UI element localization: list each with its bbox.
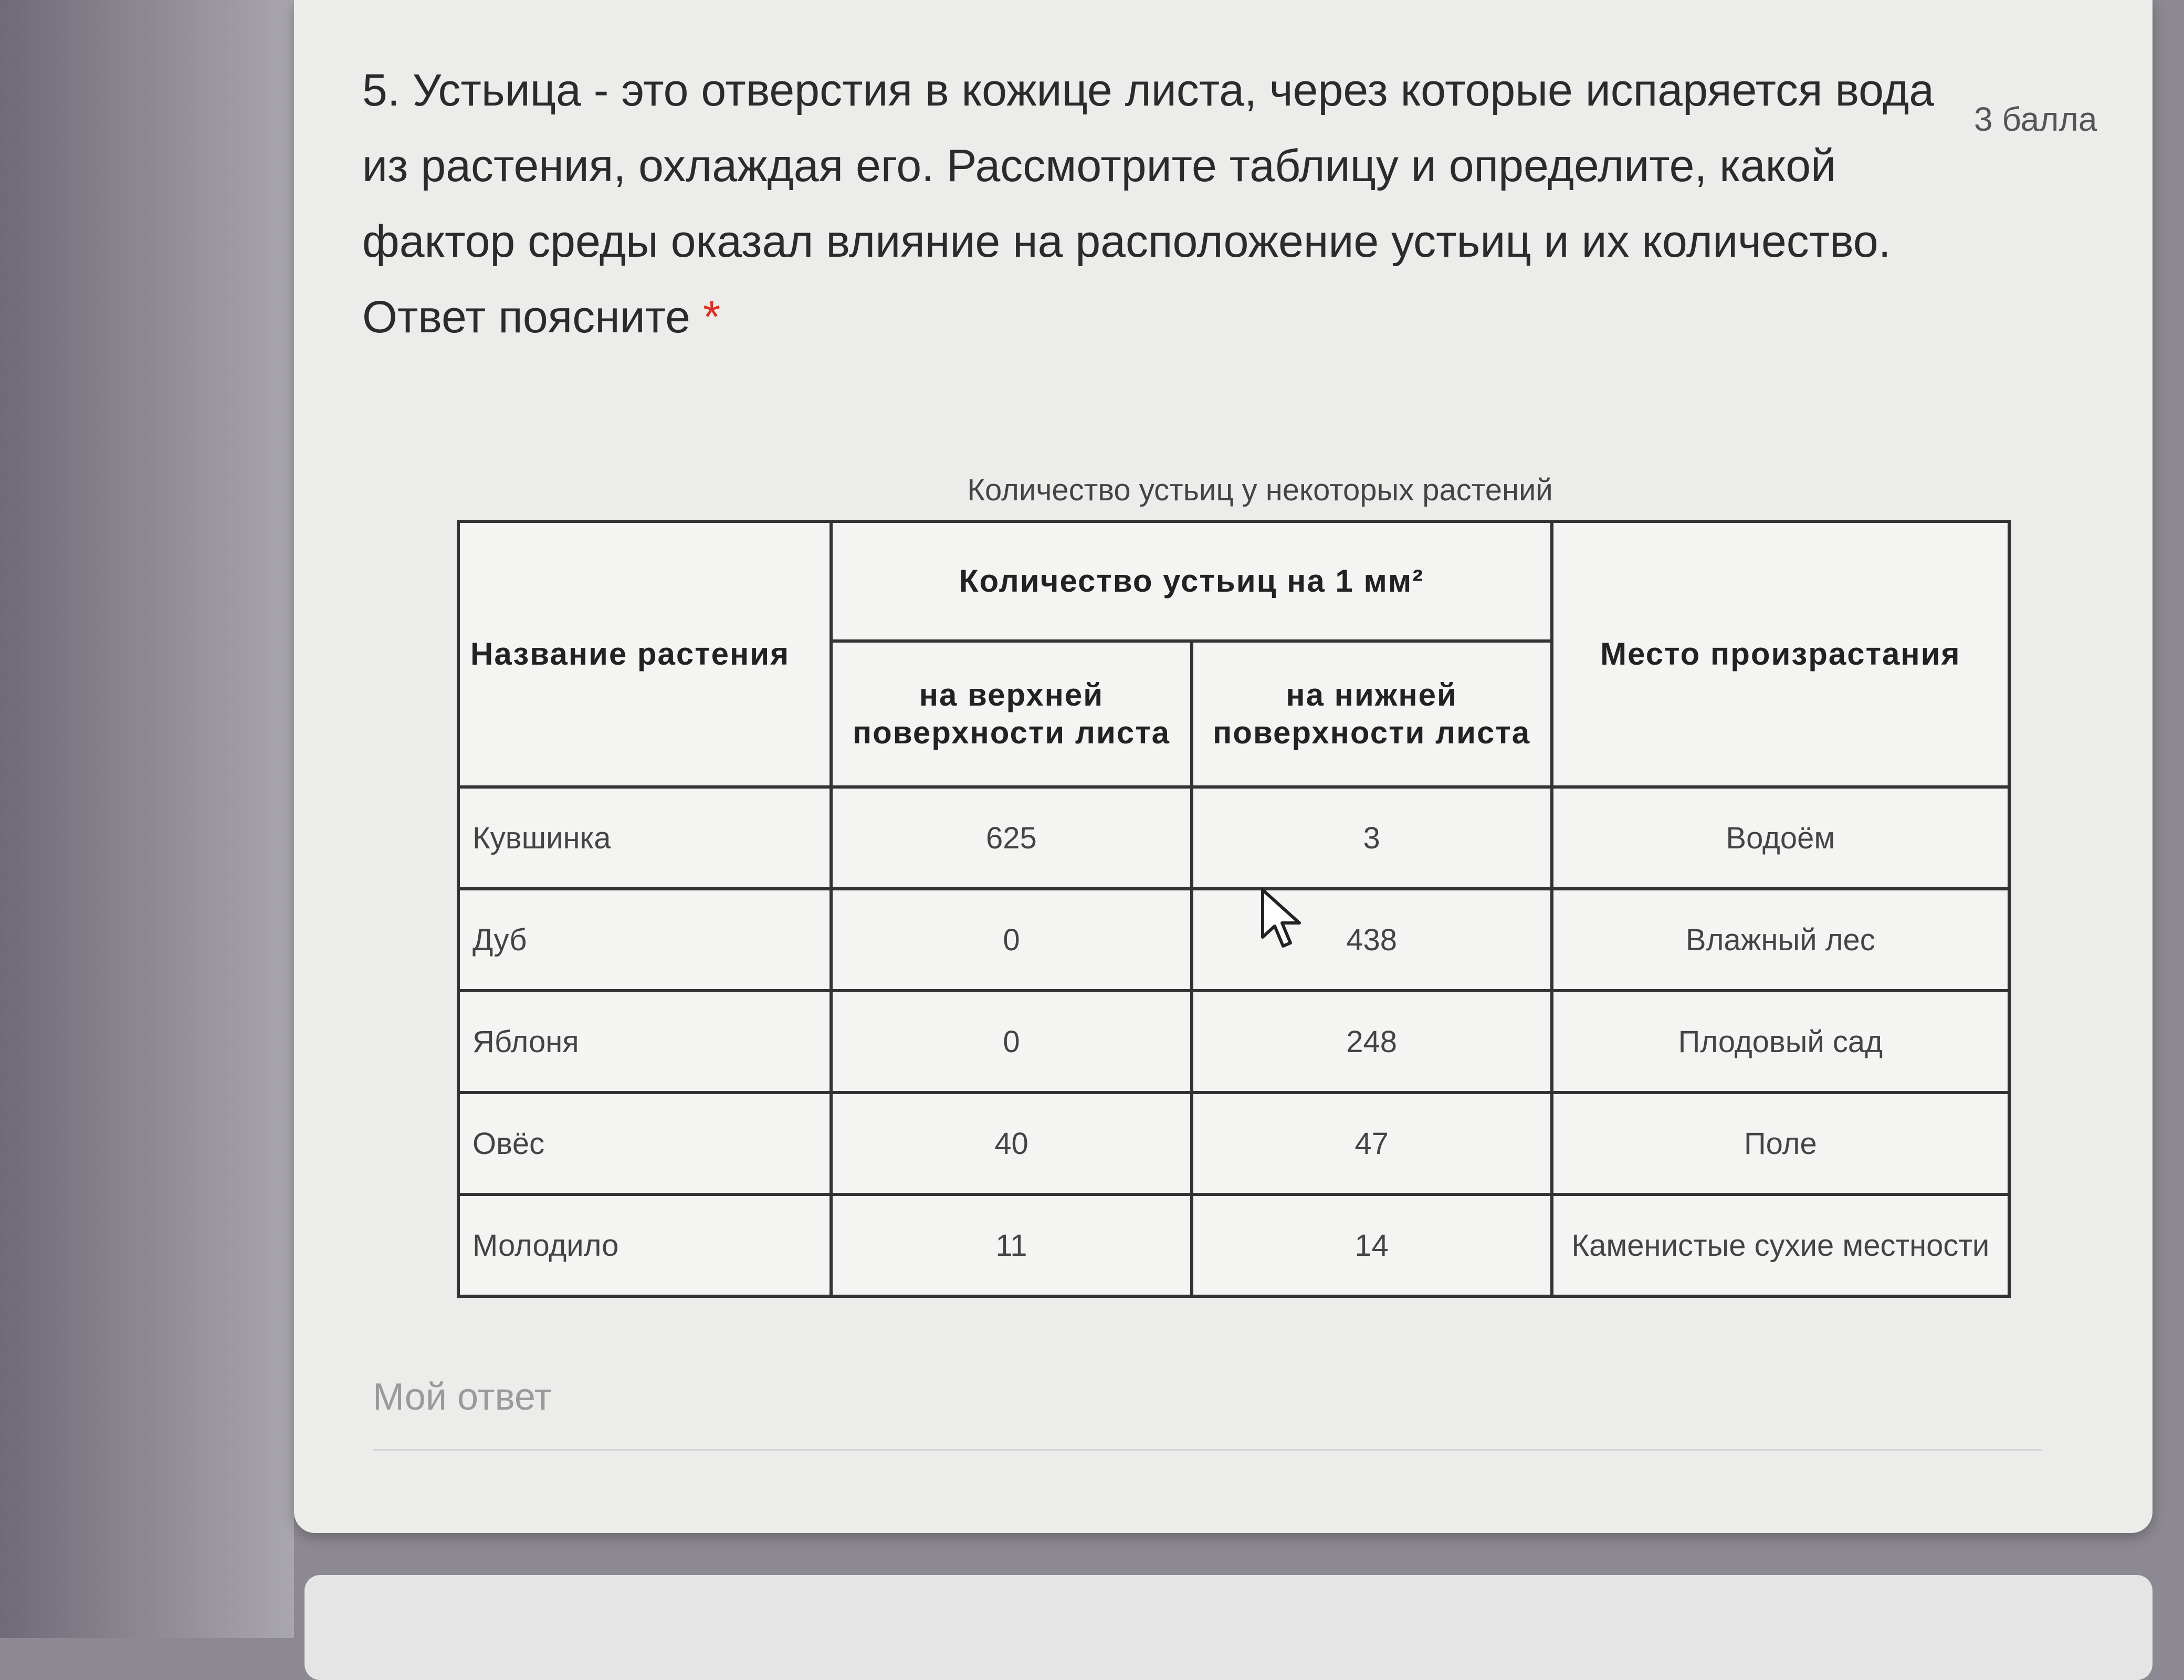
lower-count-cell: 3 (1192, 787, 1552, 889)
table-row (458, 889, 2009, 991)
place-cell: Влажный лес (1552, 889, 2009, 991)
header-stomata-count: Количество устьиц на 1 мм² (831, 521, 1551, 641)
place-cell: Каменистые сухие местности (1552, 1194, 2009, 1296)
header-growth-place: Место произрастания (1552, 521, 2009, 787)
question-text: 5. Устьица - это отверстия в кожице листа, через которые испаряется вода из растения, охлаждая его. Рассмотрите таблицу и определите, какой фактор среды оказал влияние на расположение устьиц и их количество. Ответ поясните (362, 65, 1935, 342)
plant-name-cell: Дуб (458, 889, 831, 991)
table-row (458, 1194, 2009, 1296)
plant-name-cell: Овёс (458, 1093, 831, 1194)
upper-count-cell: 0 (831, 991, 1191, 1093)
points-label: 3 балла (1974, 100, 2097, 138)
background-left-shade (0, 0, 294, 1638)
upper-count-cell: 0 (831, 889, 1191, 991)
lower-count-cell: 438 (1192, 889, 1552, 991)
table-row (458, 787, 2009, 889)
plant-name-cell: Молодило (458, 1194, 831, 1296)
required-mark: * (702, 292, 721, 342)
upper-count-cell: 625 (831, 787, 1191, 889)
plant-name-cell: Яблоня (458, 991, 831, 1093)
lower-count-cell: 14 (1192, 1194, 1552, 1296)
answer-underline (373, 1449, 2042, 1451)
plant-name-cell: Кувшинка (458, 787, 831, 889)
place-cell: Водоём (1552, 787, 2009, 889)
place-cell: Плодовый сад (1552, 991, 2009, 1093)
header-plant-name: Название растения (458, 521, 831, 787)
table-caption: Количество устьиц у некоторых растений (967, 473, 1553, 507)
mouse-pointer-icon (1260, 887, 1307, 950)
header-upper-surface: на верхней поверхности листа (831, 641, 1191, 787)
upper-count-cell: 11 (831, 1194, 1191, 1296)
table-row (458, 1093, 2009, 1194)
lower-count-cell: 248 (1192, 991, 1552, 1093)
lower-count-cell: 47 (1192, 1093, 1552, 1194)
place-cell: Поле (1552, 1093, 2009, 1194)
answer-input[interactable]: Мой ответ (373, 1376, 552, 1418)
next-question-card (304, 1575, 2152, 1680)
header-lower-surface: на нижней поверхности листа (1192, 641, 1552, 787)
question-text-block (362, 52, 1948, 355)
stomata-table (457, 520, 2011, 1298)
table-row (458, 991, 2009, 1093)
upper-count-cell: 40 (831, 1093, 1191, 1194)
